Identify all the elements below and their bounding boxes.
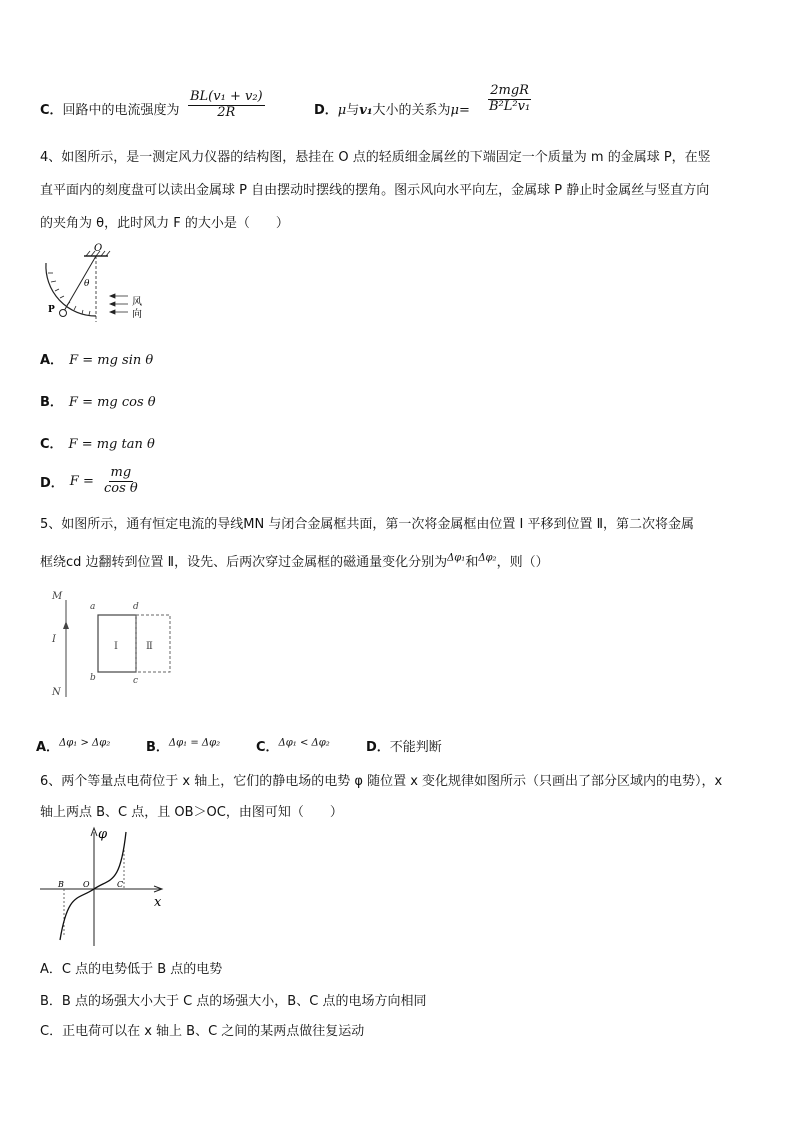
q5-label-b: b [90, 673, 96, 683]
q4-stem-line1: 4、如图所示，是一测定风力仪器的结构图，悬挂在 O 点的轻质细金属丝的下端固定一个质量为 m 的金属球 P，在竖 [40, 150, 711, 165]
q3-option-c-numerator: BL(v₁ + v₂) [190, 89, 263, 104]
q5-option-a [36, 736, 110, 755]
q5-label-pos1: Ⅰ [114, 641, 118, 652]
q4-option-b-formula: F = mg cos θ [68, 395, 156, 410]
q3-option-c-fraction [188, 90, 265, 121]
q5-option-a-label: A． [36, 740, 60, 755]
q3-option-d-mu-eq: μ= [450, 103, 470, 118]
q3-option-d-text2: 大小的关系为 [372, 103, 451, 118]
q4-option-a-formula: F = mg sin θ [69, 353, 154, 368]
q5-option-d-label: D． [366, 740, 390, 755]
q6-label-b: B [58, 880, 64, 889]
q5-label-c: c [133, 676, 139, 686]
q5-label-m: M [52, 591, 63, 602]
q5-symbol-dphi2: Δφ₂ [478, 552, 497, 564]
q4-label-wind1: 风 [132, 297, 142, 308]
q6-stem-line2: 轴上两点 B、C 点，且 OB＞OC，由图可知（ ） [40, 805, 343, 820]
q3-option-c-label: C． [40, 103, 63, 118]
q3-option-c-denominator: 2R [217, 104, 236, 120]
q5-option-d-text: 不能判断 [389, 740, 442, 755]
q5-wire-frame-figure [40, 585, 210, 700]
q5-option-c-label: C． [256, 740, 279, 755]
q3-option-d-fraction [487, 84, 532, 115]
q3-option-c-text: 回路中的电流强度为 [62, 103, 180, 118]
q5-symbol-dphi1: Δφ₁ [447, 552, 466, 564]
q5-stem-line2b: ，则（） [496, 555, 549, 570]
q4-option-d-label: D． [40, 475, 64, 491]
q6-option-c: C．正电荷可以在 x 轴上 B、C 之间的某两点做往复运动 [40, 1024, 365, 1039]
q3-option-d-mu: μ [337, 103, 347, 118]
q4-option-d-denominator: cos θ [103, 480, 138, 496]
q3-option-d-v1: v₁ [359, 103, 373, 118]
q6-potential-graph [38, 822, 168, 948]
q5-and: 和 [465, 555, 479, 570]
q6-label-o: O [83, 880, 90, 889]
q4-option-c-formula: F = mg tan θ [68, 437, 155, 452]
q5-option-c [256, 736, 330, 755]
q5-label-pos2: Ⅱ [146, 641, 153, 652]
q4-option-a [40, 349, 153, 368]
q6-option-a: A．C 点的电势低于 B 点的电势 [40, 962, 223, 977]
q4-option-c [40, 433, 155, 452]
q5-label-i: I [52, 634, 56, 645]
q5-label-a: a [90, 602, 96, 612]
q4-stem-line2: 直平面内的刻度盘可以读出金属球 P 自由摆动时摆线的摆角。图示风向水平向左，金属球 P 静止时金属丝与竖直方向 [40, 183, 710, 198]
q3-option-c [40, 99, 180, 118]
q4-option-a-label: A． [40, 353, 64, 368]
q4-label-p: P [48, 305, 55, 315]
q5-option-a-formula: Δφ₁ > Δφ₂ [59, 737, 111, 749]
q5-stem-line2a: 框绕cd 边翻转到位置 Ⅱ，设先、后两次穿过金属框的磁通量变化分别为 [40, 555, 448, 570]
q4-option-d-numerator: mg [110, 465, 132, 480]
q6-option-b: B．B 点的场强大小大于 C 点的场强大小，B、C 点的电场方向相同 [40, 994, 427, 1009]
q4-option-c-label: C． [40, 437, 63, 452]
q3-option-d-label: D． [314, 103, 338, 118]
q5-stem-line1: 5、如图所示，通有恒定电流的导线MN 与闭合金属框共面，第一次将金属框由位置 Ⅰ 平移到位置 Ⅱ，第二次将金属 [40, 517, 694, 532]
q5-option-b-label: B． [146, 740, 169, 755]
q4-option-d-lhs: F = [69, 473, 94, 489]
q3-option-d-text1: 与 [346, 103, 360, 118]
q3-option-d-numerator: 2mgR [490, 83, 529, 98]
q6-label-c: C [117, 880, 124, 889]
q5-option-d [366, 736, 442, 755]
q4-label-theta: θ [84, 279, 90, 289]
q5-option-c-formula: Δφ₁ < Δφ₂ [278, 737, 330, 749]
q5-stem-line2 [40, 551, 549, 570]
q4-wind-gauge-figure [40, 218, 160, 322]
q5-option-b [146, 736, 220, 755]
q3-option-d-denominator: B²L²v₁ [489, 98, 531, 114]
q5-label-d: d [133, 602, 139, 612]
q4-option-b-label: B． [40, 395, 63, 410]
q6-stem-line1: 6、两个等量点电荷位于 x 轴上，它们的静电场的电势 φ 随位置 x 变化规律如图所示（只画出了部分区域内的电势），x [40, 774, 723, 789]
q5-label-n: N [52, 687, 61, 698]
q4-option-b [40, 391, 156, 410]
q4-label-wind2: 向 [132, 309, 142, 320]
q6-label-phi: φ [98, 827, 108, 842]
q4-label-o: O [94, 243, 103, 254]
q6-label-x: x [154, 895, 162, 910]
q5-option-b-formula: Δφ₁ = Δφ₂ [168, 737, 221, 749]
q4-option-d [40, 466, 140, 497]
q3-option-d [314, 99, 470, 118]
q4-stem-line3: 的夹角为 θ，此时风力 F 的大小是（ ） [40, 216, 289, 231]
